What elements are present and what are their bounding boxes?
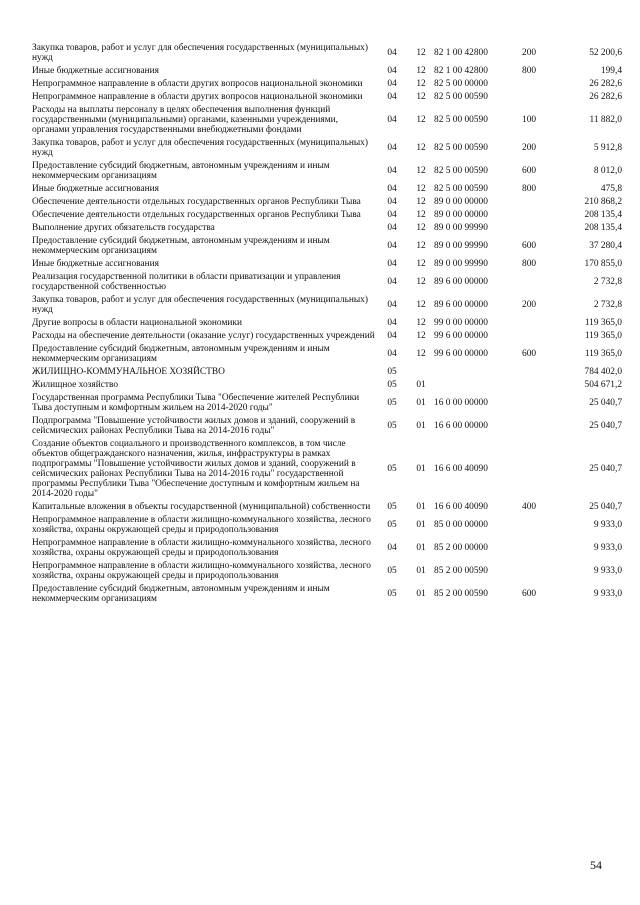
row-subsection: 12 <box>416 115 426 125</box>
row-subsection: 12 <box>416 277 426 287</box>
row-section: 04 <box>387 349 397 359</box>
row-expense-type <box>522 91 552 104</box>
row-target-article: 16 6 00 40090 <box>434 464 488 474</box>
row-target-article: 89 0 00 99990 <box>434 259 488 269</box>
row-expense-type: 800 <box>522 259 537 269</box>
row-amount: 11 882,0 <box>589 115 622 125</box>
row-section: 04 <box>387 66 397 76</box>
row-subsection: 01 <box>416 543 426 553</box>
table-row <box>32 137 622 160</box>
row-amount: 475,8 <box>600 184 622 194</box>
row-subsection: 12 <box>416 166 426 176</box>
row-subsection: 12 <box>416 259 426 269</box>
row-target-article: 89 6 00 00000 <box>434 300 488 310</box>
row-subsection: 12 <box>416 349 426 359</box>
row-subsection: 01 <box>416 589 426 599</box>
row-expense-type: 600 <box>522 349 537 359</box>
row-name: Государственная программа Республики Тыва "Обеспечение жителей Республики Тыва доступным и комфортным жильем на 2014-2020 годы" <box>32 393 360 413</box>
row-amount: 504 671,2 <box>584 380 622 390</box>
table-row <box>32 343 622 366</box>
row-subsection: 12 <box>416 331 426 341</box>
table-row <box>32 317 622 330</box>
row-section: 04 <box>387 184 397 194</box>
row-section: 04 <box>387 331 397 341</box>
table-row <box>32 222 622 235</box>
row-subsection: 01 <box>416 502 426 512</box>
row-section: 05 <box>387 566 397 576</box>
row-section: 04 <box>387 197 397 207</box>
table-row <box>32 196 622 209</box>
row-target-article: 82 5 00 00000 <box>434 79 488 89</box>
row-name: Непрограммное направление в области других вопросов национальной экономики <box>32 92 363 102</box>
row-section: 04 <box>387 277 397 287</box>
row-name: Иные бюджетные ассигнования <box>32 259 159 269</box>
row-amount: 37 280,4 <box>589 241 622 251</box>
row-expense-type: 800 <box>522 184 537 194</box>
row-subsection: 12 <box>416 197 426 207</box>
row-section: 05 <box>387 367 397 377</box>
row-subsection: 12 <box>416 184 426 194</box>
row-name: Обеспечение деятельности отдельных государственных органов Республики Тыва <box>32 210 361 220</box>
row-expense-type: 600 <box>522 589 537 599</box>
row-section: 04 <box>387 48 397 58</box>
row-subsection <box>408 366 434 379</box>
row-name: Выполнение других обязательств государства <box>32 223 215 233</box>
row-name: Расходы на выплаты персоналу в целях обеспечения выполнения функций государственными (муниципальными) органами, казенными учреждениями, органами управления государственными внебюджетными фондами <box>32 105 339 135</box>
row-subsection: 12 <box>416 66 426 76</box>
row-target-article: 16 6 00 00000 <box>434 421 488 431</box>
table-row <box>32 583 622 606</box>
row-target-article: 99 0 00 00000 <box>434 318 488 328</box>
row-target-article: 16 0 00 00000 <box>434 398 488 408</box>
table-row <box>32 537 622 560</box>
row-expense-type <box>522 392 552 415</box>
row-amount: 119 365,0 <box>584 318 622 328</box>
row-section: 04 <box>387 318 397 328</box>
table-row <box>32 560 622 583</box>
table-row <box>32 366 622 379</box>
row-name: ЖИЛИЩНО-КОММУНАЛЬНОЕ ХОЗЯЙСТВО <box>32 367 225 377</box>
table-row <box>32 330 622 343</box>
row-name: Непрограммное направление в области жилищно-коммунального хозяйства, лесного хозяйства, охраны окружающей среды и природопользования <box>32 561 371 581</box>
row-name: Создание объектов социального и производственного комплексов, в том числе объектов общегражданского назначения, жилья, инфраструктуры в рамках подпрограммы "Повышение устойчивости жилых домов и зданий, сооружений в сейсмических районах Республики Тыва на 2014-2016 годы" государственной программы Республики Тыва "Обеспечение доступным и комфортным жильем на 2014-2020 годы" <box>32 439 360 499</box>
table-row <box>32 209 622 222</box>
row-amount: 9 933,0 <box>593 566 622 576</box>
table-row <box>32 392 622 415</box>
row-section: 05 <box>387 589 397 599</box>
row-amount: 8 012,0 <box>593 166 622 176</box>
row-target-article: 85 2 00 00590 <box>434 589 488 599</box>
row-subsection: 01 <box>416 421 426 431</box>
row-target-article: 89 0 00 00000 <box>434 197 488 207</box>
table-row <box>32 258 622 271</box>
row-name: Закупка товаров, работ и услуг для обеспечения государственных (муниципальных) нужд <box>32 43 368 63</box>
row-section: 04 <box>387 79 397 89</box>
row-target-article: 85 2 00 00590 <box>434 566 488 576</box>
row-expense-type: 400 <box>522 502 537 512</box>
table-row <box>32 514 622 537</box>
row-amount: 25 040,7 <box>589 398 622 408</box>
row-name: Реализация государственной политики в области приватизации и управления государственной собственностью <box>32 272 341 292</box>
row-amount: 208 135,4 <box>584 223 622 233</box>
row-amount: 25 040,7 <box>589 464 622 474</box>
row-expense-type: 800 <box>522 66 537 76</box>
row-name: Обеспечение деятельности отдельных государственных органов Республики Тыва <box>32 197 361 207</box>
row-target-article: 82 5 00 00590 <box>434 143 488 153</box>
row-subsection: 12 <box>416 300 426 310</box>
row-amount: 5 912,8 <box>593 143 622 153</box>
row-target-article: 89 0 00 99990 <box>434 223 488 233</box>
row-section: 04 <box>387 259 397 269</box>
row-subsection: 12 <box>416 92 426 102</box>
row-amount: 9 933,0 <box>593 589 622 599</box>
row-amount: 199,4 <box>600 66 622 76</box>
row-name: Предоставление субсидий бюджетным, автономным учреждениям и иным некоммерческим организациям <box>32 344 330 364</box>
row-target-article: 89 0 00 00000 <box>434 210 488 220</box>
row-amount: 26 282,6 <box>589 79 622 89</box>
row-amount: 25 040,7 <box>589 502 622 512</box>
row-expense-type <box>522 209 552 222</box>
row-subsection: 12 <box>416 79 426 89</box>
row-section: 04 <box>387 115 397 125</box>
row-amount: 26 282,6 <box>589 92 622 102</box>
row-section: 05 <box>387 421 397 431</box>
table-row <box>32 104 622 137</box>
row-section: 04 <box>387 210 397 220</box>
table-row <box>32 415 622 438</box>
table-row <box>32 379 622 392</box>
row-target-article: 82 1 00 42800 <box>434 66 488 76</box>
row-section: 04 <box>387 241 397 251</box>
row-amount: 210 868,2 <box>584 197 622 207</box>
row-amount: 9 933,0 <box>593 520 622 530</box>
row-expense-type <box>522 196 552 209</box>
table-row <box>32 42 622 65</box>
row-target-article: 89 6 00 00000 <box>434 277 488 287</box>
row-expense-type: 200 <box>522 300 537 310</box>
row-name: Жилищное хозяйство <box>32 380 119 390</box>
row-expense-type <box>522 366 552 379</box>
row-section: 04 <box>387 223 397 233</box>
row-target-article: 82 1 00 42800 <box>434 48 488 58</box>
row-expense-type <box>522 317 552 330</box>
row-amount: 170 855,0 <box>584 259 622 269</box>
budget-table-body <box>32 42 622 606</box>
row-expense-type <box>522 271 552 294</box>
row-expense-type <box>522 438 552 501</box>
row-expense-type: 600 <box>522 166 537 176</box>
row-target-article <box>434 366 522 379</box>
row-target-article: 99 6 00 00000 <box>434 349 488 359</box>
row-amount: 2 732,8 <box>593 300 622 310</box>
row-section: 04 <box>387 143 397 153</box>
row-expense-type <box>522 330 552 343</box>
row-amount: 784 402,0 <box>584 367 622 377</box>
row-section: 05 <box>387 380 397 390</box>
row-expense-type <box>522 514 552 537</box>
row-expense-type: 200 <box>522 48 537 58</box>
row-target-article <box>434 379 522 392</box>
row-section: 05 <box>387 502 397 512</box>
row-section: 05 <box>387 464 397 474</box>
row-target-article: 89 0 00 99990 <box>434 241 488 251</box>
row-section: 04 <box>387 166 397 176</box>
row-expense-type <box>522 415 552 438</box>
row-name: Расходы на обеспечение деятельности (оказание услуг) государственных учреждений <box>32 331 375 341</box>
row-expense-type <box>522 537 552 560</box>
row-name: Капитальные вложения в объекты государственной (муниципальной) собственности <box>32 502 371 512</box>
table-row <box>32 65 622 78</box>
row-target-article: 16 6 00 40090 <box>434 502 488 512</box>
row-target-article: 82 5 00 00590 <box>434 166 488 176</box>
row-section: 05 <box>387 520 397 530</box>
row-expense-type: 200 <box>522 143 537 153</box>
row-name: Непрограммное направление в области жилищно-коммунального хозяйства, лесного хозяйства, охраны окружающей среды и природопользования <box>32 538 371 558</box>
row-target-article: 85 2 00 00000 <box>434 543 488 553</box>
row-target-article: 99 6 00 00000 <box>434 331 488 341</box>
table-row <box>32 271 622 294</box>
table-row <box>32 501 622 514</box>
row-name: Непрограммное направление в области других вопросов национальной экономики <box>32 79 363 89</box>
row-subsection: 01 <box>416 380 426 390</box>
table-row <box>32 91 622 104</box>
row-subsection: 01 <box>416 464 426 474</box>
row-target-article: 82 5 00 00590 <box>434 184 488 194</box>
row-subsection: 12 <box>416 143 426 153</box>
row-subsection: 01 <box>416 520 426 530</box>
row-section: 05 <box>387 398 397 408</box>
table-row <box>32 235 622 258</box>
row-name: Иные бюджетные ассигнования <box>32 66 159 76</box>
row-expense-type: 600 <box>522 241 537 251</box>
page-number: 54 <box>590 858 602 872</box>
row-subsection: 12 <box>416 48 426 58</box>
row-amount: 2 732,8 <box>593 277 622 287</box>
row-name: Непрограммное направление в области жилищно-коммунального хозяйства, лесного хозяйства, охраны окружающей среды и природопользования <box>32 515 371 535</box>
row-subsection: 01 <box>416 566 426 576</box>
row-target-article: 82 5 00 00590 <box>434 115 488 125</box>
table-row <box>32 78 622 91</box>
row-amount: 52 200,6 <box>589 48 622 58</box>
row-subsection: 12 <box>416 223 426 233</box>
row-subsection: 01 <box>416 398 426 408</box>
row-name: Предоставление субсидий бюджетным, автономным учреждениям и иным некоммерческим организациям <box>32 236 330 256</box>
row-name: Подпрограмма "Повышение устойчивости жилых домов и зданий, сооружений в сейсмических районах Республики Тыва на 2014-2016 годы" <box>32 416 356 436</box>
row-subsection: 12 <box>416 318 426 328</box>
row-expense-type <box>522 222 552 235</box>
budget-table <box>32 42 622 606</box>
row-name: Предоставление субсидий бюджетным, автономным учреждениям и иным некоммерческим организациям <box>32 584 330 604</box>
row-section: 04 <box>387 300 397 310</box>
table-row <box>32 438 622 501</box>
row-expense-type: 100 <box>522 115 537 125</box>
row-amount: 119 365,0 <box>584 331 622 341</box>
row-amount: 119 365,0 <box>584 349 622 359</box>
table-row <box>32 160 622 183</box>
table-row <box>32 294 622 317</box>
row-amount: 25 040,7 <box>589 421 622 431</box>
row-expense-type <box>522 560 552 583</box>
row-name: Закупка товаров, работ и услуг для обеспечения государственных (муниципальных) нужд <box>32 138 368 158</box>
row-name: Иные бюджетные ассигнования <box>32 184 159 194</box>
row-target-article: 85 0 00 00000 <box>434 520 488 530</box>
row-subsection: 12 <box>416 210 426 220</box>
row-subsection: 12 <box>416 241 426 251</box>
row-expense-type <box>522 379 552 392</box>
row-name: Другие вопросы в области национальной экономики <box>32 318 242 328</box>
row-amount: 208 135,4 <box>584 210 622 220</box>
row-target-article: 82 5 00 00590 <box>434 92 488 102</box>
row-expense-type <box>522 78 552 91</box>
row-name: Закупка товаров, работ и услуг для обеспечения государственных (муниципальных) нужд <box>32 295 368 315</box>
row-amount: 9 933,0 <box>593 543 622 553</box>
table-row <box>32 183 622 196</box>
row-section: 04 <box>387 543 397 553</box>
row-section: 04 <box>387 92 397 102</box>
row-name: Предоставление субсидий бюджетным, автономным учреждениям и иным некоммерческим организациям <box>32 161 330 181</box>
